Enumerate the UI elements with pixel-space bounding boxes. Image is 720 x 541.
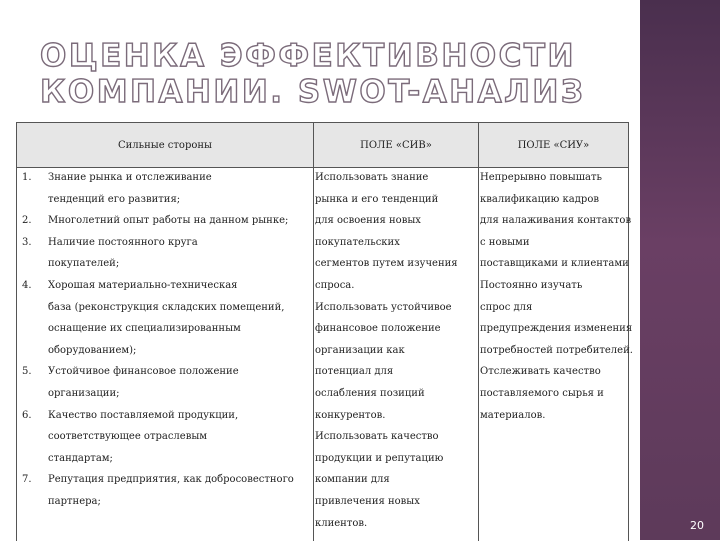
strength-text: организации; xyxy=(48,387,120,399)
strength-text: Хорошая материально-техническая xyxy=(48,279,238,291)
strength-number: 4. xyxy=(22,279,32,291)
strength-text: Многолетний опыт работы на данном рынке; xyxy=(48,215,289,227)
siu-text: с новыми xyxy=(480,236,530,248)
swot-table xyxy=(16,122,633,541)
siv-text: Использовать устойчивое xyxy=(315,301,452,313)
column-divider xyxy=(313,123,314,541)
strength-text: покупателей; xyxy=(48,258,120,270)
strength-text: оборудованием); xyxy=(48,344,137,356)
siu-text: для налаживания контактов xyxy=(480,215,632,227)
strength-item xyxy=(17,469,313,512)
strengths-column xyxy=(17,167,313,513)
siv-text: привлечения новых xyxy=(315,495,420,507)
strength-item xyxy=(17,167,313,210)
strength-number: 1. xyxy=(22,172,32,183)
strength-text: Репутация предприятия, как добросовестного xyxy=(48,474,294,486)
title-line-1: ОЦЕНКА ЭФФЕКТИВНОСТИ xyxy=(40,38,576,74)
page-number: 20 xyxy=(690,519,704,532)
siv-text: Использовать знание xyxy=(315,172,429,183)
siv-text: клиентов. xyxy=(315,517,368,529)
siv-text: рынка и его тенденций xyxy=(315,193,439,205)
page-title xyxy=(40,38,640,110)
strength-text: тенденций его развития; xyxy=(48,193,181,205)
column-divider xyxy=(478,123,479,541)
siu-text: Постоянно изучать xyxy=(480,279,583,291)
strength-item xyxy=(17,232,313,275)
title-line-2: КОМПАНИИ. SWOT-АНАЛИЗ xyxy=(40,74,586,110)
strength-item xyxy=(17,275,313,361)
siu-text: материалов. xyxy=(480,409,546,421)
siu-text: поставляемого сырья и xyxy=(480,387,604,399)
strength-text: стандартам; xyxy=(48,452,113,464)
strength-number: 7. xyxy=(22,474,32,486)
siu-text: поставщиками и клиентами xyxy=(480,258,629,270)
siu-text: предупреждения изменения xyxy=(480,323,633,335)
siv-text: финансовое положение xyxy=(315,323,441,335)
siv-text: ослабления позиций xyxy=(315,387,425,399)
strength-text: соответствующее отраслевым xyxy=(48,431,208,443)
siv-text: спроса. xyxy=(315,279,355,291)
header-siv: ПОЛЕ «СИВ» xyxy=(360,140,432,151)
strength-text: Знание рынка и отслеживание xyxy=(48,172,212,183)
siv-text: сегментов путем изучения xyxy=(315,258,458,270)
siv-text: потенциал для xyxy=(315,366,394,378)
strength-text: оснащение их специализированным xyxy=(48,323,241,335)
siv-text: покупательских xyxy=(315,236,400,248)
header-siu: ПОЛЕ «СИУ» xyxy=(517,140,590,151)
decorative-sidebar xyxy=(640,0,720,540)
siu-text: Непрерывно повышать xyxy=(480,172,602,183)
strength-number: 6. xyxy=(22,409,32,421)
siu-text: спрос для xyxy=(480,301,533,313)
strength-text: Устойчивое финансовое положение xyxy=(48,366,239,378)
siv-column xyxy=(315,167,475,534)
siv-text: Использовать качество xyxy=(315,431,439,443)
strength-text: база (реконструкция складских помещений, xyxy=(48,301,285,313)
strength-number: 2. xyxy=(22,215,32,227)
strength-item xyxy=(17,405,313,470)
header-strengths: Сильные стороны xyxy=(117,140,213,151)
siv-text: компании для xyxy=(315,474,390,486)
strength-text: Наличие постоянного круга xyxy=(48,236,198,248)
siu-column xyxy=(480,167,633,426)
siu-text: квалификацию кадров xyxy=(480,193,599,205)
strength-item xyxy=(17,361,313,404)
strength-text: Качество поставляемой продукции, xyxy=(48,409,239,421)
siv-text: продукции и репутацию xyxy=(315,452,444,464)
strength-text: партнера; xyxy=(48,495,101,507)
strength-item xyxy=(17,210,313,232)
siv-text: конкурентов. xyxy=(315,409,386,421)
siu-text: потребностей потребителей. xyxy=(480,344,633,356)
strength-number: 3. xyxy=(22,236,32,248)
siv-text: организации как xyxy=(315,344,405,356)
strength-number: 5. xyxy=(22,366,32,378)
siv-text: для освоения новых xyxy=(315,215,421,227)
siu-text: Отслеживать качество xyxy=(480,366,601,378)
